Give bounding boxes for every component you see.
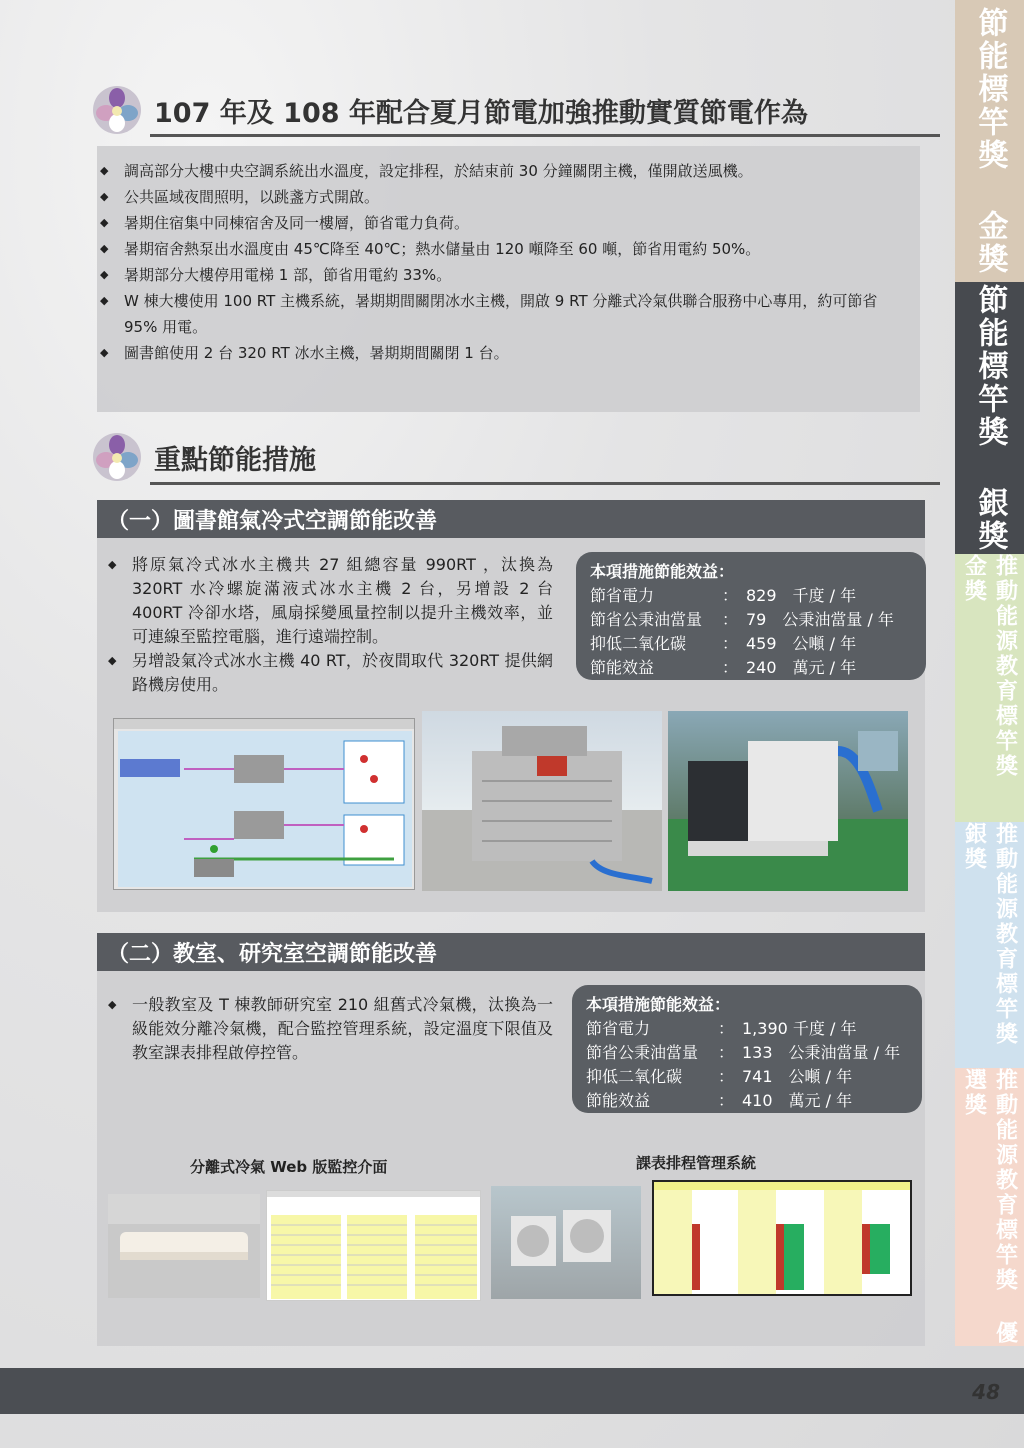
measure2-benefit-box	[572, 985, 922, 1113]
benefit-row: 節省電力 ： 829 千度 / 年	[590, 586, 857, 605]
list-item: ◆ 暑期住宿集中同棟宿舍及同一樓層，節省電力負荷。	[100, 210, 915, 236]
benefit-row: 節省公秉油當量 ： 133 公秉油當量 / 年	[586, 1043, 901, 1062]
page-number: 48	[972, 1380, 1000, 1404]
benefit-row: 抑低二氧化碳 ： 459 公噸 / 年	[590, 634, 857, 653]
list-item: ◆ 圖書館使用 2 台 320 RT 冰水主機，暑期期間關閉 1 台。	[100, 340, 915, 366]
list-item: ◆ W 棟大樓使用 100 RT 主機系統，暑期期間關閉冰水主機，開啟 9 RT 分離式冷氣供聯合服務中心專用，約可節省 95% 用電。	[100, 288, 915, 340]
benefit-row: 節省公秉油當量 ： 79 公秉油當量 / 年	[590, 610, 894, 629]
list-item: ◆ 暑期宿舍熱泵出水溫度由 45℃降至 40℃；熱水儲量由 120 噸降至 60 噸，節省用電約 50%。	[100, 236, 915, 262]
flower-icon	[92, 85, 142, 135]
cooling-tower-photo	[422, 711, 662, 891]
section2-heading	[92, 432, 316, 482]
benefit-row: 抑低二氧化碳 ： 741 公噸 / 年	[586, 1067, 853, 1086]
section1-heading	[92, 85, 808, 135]
benefit-row: 節省電力 ： 1,390 千度 / 年	[586, 1019, 857, 1038]
measure1-list	[108, 553, 553, 697]
section1-underline	[150, 134, 940, 137]
caption-web-monitor: 分離式冷氣 Web 版監控介面	[190, 1158, 388, 1176]
benefit-title: 本項措施節能效益：	[586, 995, 731, 1014]
flower-icon	[92, 432, 142, 482]
side-tab-edu-silver[interactable]: 推動能源教育標竿獎 銀獎	[955, 822, 1024, 1068]
list-item: ◆ 一般教室及 T 棟教師研究室 210 組舊式冷氣機，汰換為一級能效分離冷氣機，配合監控管理系統，設定溫度下限值及教室課表排程啟停控管。	[108, 993, 553, 1065]
list-item: ◆ 另增設氣冷式冰水主機 40 RT，於夜間取代 320RT 提供網路機房使用。	[108, 649, 553, 697]
outdoor-units-photo	[491, 1186, 641, 1299]
list-item: ◆ 調高部分大樓中央空調系統出水溫度，設定排程，於結束前 30 分鐘關閉主機，僅開啟送風機。	[100, 158, 915, 184]
section1-title: 107 年及 108 年配合夏月節電加強推動實質節電作為	[154, 97, 808, 129]
web-monitor-screenshot	[266, 1190, 481, 1301]
side-tab-silver[interactable]: 節能標竿獎 銀獎	[955, 282, 1024, 554]
list-item: ◆ 暑期部分大樓停用電梯 1 部，節省用電約 33%。	[100, 262, 915, 288]
measure2-list	[108, 993, 553, 1065]
schedule-system-screenshot	[652, 1180, 912, 1296]
list-item: ◆ 將原氣冷式冰水主機共 27 組總容量 990RT ，汰換為 320RT 水冷螺旋滿液式冰水主機 2 台，另增設 2 台 400RT 冷卻水塔，風扇採變風量控制以提升主機效率，並可連線至監控電腦，進行遠端控制。	[108, 553, 553, 649]
chiller-photo	[668, 711, 908, 891]
footer-bar	[0, 1368, 1024, 1414]
list-item: ◆ 公共區域夜間照明，以跳盞方式開啟。	[100, 184, 915, 210]
monitoring-screen-photo	[113, 718, 415, 890]
side-tab-edu-gold[interactable]: 推動能源教育標竿獎 金獎	[955, 554, 1024, 822]
split-ac-photo	[108, 1194, 260, 1298]
side-tab-gold[interactable]: 節能標竿獎 金獎	[955, 0, 1024, 282]
benefit-row: 節能效益 ： 240 萬元 / 年	[590, 658, 857, 677]
section2-underline	[150, 482, 940, 485]
measure1-title: （一）圖書館氣冷式空調節能改善	[97, 500, 925, 538]
measure2-title: （二）教室、研究室空調節能改善	[97, 933, 925, 971]
benefit-row: 節能效益 ： 410 萬元 / 年	[586, 1091, 853, 1110]
measure1-benefit-box	[576, 552, 926, 680]
section1-list	[100, 158, 915, 366]
caption-schedule-system: 課表排程管理系統	[636, 1154, 757, 1172]
side-tab-edu-merit[interactable]: 推動能源教育標竿獎 優選獎	[955, 1068, 1024, 1346]
section2-title: 重點節能措施	[154, 444, 316, 476]
benefit-title: 本項措施節能效益：	[590, 562, 735, 581]
